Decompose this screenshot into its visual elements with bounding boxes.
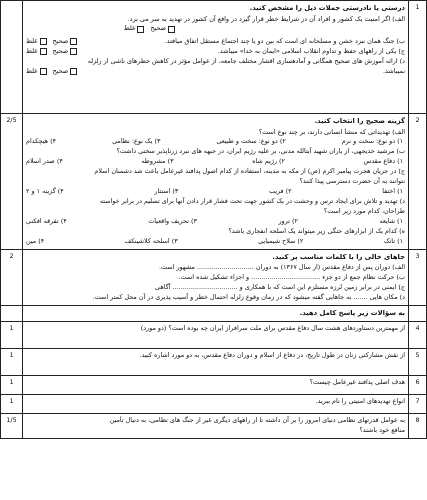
- statement-b: ب) جنگ همان نبرد خشن و مسلحانه ای است که بین دو یا چند اجتماع مستقل اتفاق میافتد.: [164, 36, 405, 45]
- checkbox-icon[interactable]: [40, 38, 47, 45]
- question-score: 1/5: [1, 414, 23, 439]
- question-title: گزینه صحیح را انتخاب کنید.: [314, 117, 405, 125]
- section-header-row: [1, 305, 427, 322]
- false-option[interactable]: غلط: [124, 24, 145, 34]
- question-title: جاهای خالی را با کلمات مناسب پر کنید.: [272, 252, 405, 261]
- fill-blank-item: ج) ایمنی در برابر زمین لرزه مستلزم این است که با همکاری و ................................ آگاهی: [155, 282, 405, 291]
- option[interactable]: ۲) فریب: [268, 187, 292, 196]
- option[interactable]: ۲) سلاح شیمیایی: [258, 236, 304, 245]
- option[interactable]: ۴) تفرقه افکنی: [26, 216, 67, 225]
- question-text: به عوامل قدرتهای نظامی دنیای امروز را بر آن داشته تا از راههای دیگری غیر از جنگ های نظامی، به دنبال تأمین منافع خود باشند؟: [23, 414, 409, 439]
- question-2-body: [23, 114, 409, 250]
- question-score: 2: [1, 249, 23, 305]
- question-number: 6: [409, 376, 427, 395]
- option[interactable]: ۱) اختفا: [382, 187, 403, 196]
- option[interactable]: ۲) ترور: [278, 216, 298, 225]
- checkbox-icon[interactable]: [70, 38, 77, 45]
- checkbox-icon[interactable]: [137, 26, 144, 33]
- checkbox-icon[interactable]: [168, 26, 175, 33]
- option[interactable]: ۲) رژیم شاه: [252, 157, 285, 166]
- option[interactable]: ۱) دو نوع: سخت و نرم: [341, 137, 403, 146]
- statement-d-row: [26, 67, 405, 77]
- question-number: 2: [409, 114, 427, 250]
- checkbox-icon[interactable]: [70, 48, 77, 55]
- checkbox-icon[interactable]: [40, 48, 47, 55]
- mcq-options: [26, 157, 405, 167]
- option[interactable]: ۳) یک نوع: نظامی: [112, 137, 161, 146]
- mcq-stem: ب) مرشید خدیجهی، از یاران شهید آیتالله مدنی، بر علیه رژیم ایران، در جبهه های نبرد زرناپذیر سختی داشت؟: [116, 147, 405, 156]
- statement-b-row: [26, 37, 405, 47]
- question-number: 5: [409, 349, 427, 376]
- mcq-options: [26, 187, 405, 197]
- question-number: 8: [409, 414, 427, 439]
- true-option[interactable]: صحیح: [53, 47, 78, 57]
- question-1-row: [1, 1, 427, 114]
- question-row: [1, 376, 427, 395]
- question-score: 1: [1, 395, 23, 414]
- question-2-row: [1, 114, 427, 250]
- question-number: 1: [409, 1, 427, 114]
- question-row: [1, 414, 427, 439]
- true-false-choices: [26, 67, 77, 77]
- mcq-stem: د) تهدید و تلاش برای ایجاد ترس و وحشت در یک کشور جهت تحت فشار قرار دادن آنها برای تسلیم در برابر خواسته: [99, 196, 405, 205]
- option[interactable]: ۲) دو نوع: سخت و طبیعی: [216, 137, 286, 146]
- question-row: [1, 395, 427, 414]
- true-option[interactable]: صحیح: [53, 37, 78, 47]
- true-false-choices: [26, 37, 77, 47]
- option[interactable]: ۳) استتار: [154, 187, 179, 196]
- false-option[interactable]: غلط: [26, 67, 47, 77]
- question-row: [1, 322, 427, 349]
- true-option[interactable]: صحیح: [150, 24, 175, 34]
- fill-blank-item: د) مکان هایی ....... به جاهایی گفته میشود که در زمان وقوع زلزله احتمال خطر و آسیب پذیری در آن محل کمتر است.: [92, 292, 405, 301]
- question-score: 1: [1, 376, 23, 395]
- fill-blank-item: ب) حرکت نظام جمع از دو جزء .................................. و اجزاء تشکیل شده است.: [178, 273, 405, 282]
- true-option[interactable]: صحیح: [53, 67, 78, 77]
- question-text: انواع تهدیدهای امنیتی را نام ببرید.: [23, 395, 409, 414]
- statement-c: ج) یکی از راههای حفظ و تداوم انقلاب اسلامی «ایمان به خدا» میباشد.: [217, 46, 405, 55]
- question-3-body: [23, 249, 409, 305]
- question-text: هدف اصلی پدافند غیرعامل چیست؟: [23, 376, 409, 395]
- option[interactable]: ۴) صدر اسلام: [26, 157, 63, 166]
- question-score: 1: [1, 322, 23, 349]
- question-3-row: [1, 249, 427, 305]
- question-row: [1, 349, 427, 376]
- option[interactable]: ۳) مشروطه: [141, 157, 174, 166]
- question-1-body: [23, 1, 409, 114]
- statement-d-end: نمیباشد.: [382, 66, 405, 75]
- section-header: به سؤالات زیر پاسخ کامل دهید.: [23, 305, 409, 322]
- question-score: 1: [1, 349, 23, 376]
- option[interactable]: ۳) تحریف واقعیات: [148, 216, 197, 225]
- true-false-choices: [124, 24, 405, 34]
- mcq-stem: ج) در جریان هجرت پیامبر اکرم (ص) از مکه به مدینه، استفاده از کدام اصول پدافند غیرعامل باعث شد دشمنان اسلام: [94, 167, 405, 176]
- mcq-options: [26, 237, 405, 247]
- mcq-stem: ه) کدام یک از ابزارهای جنگی زیر میتواند یک اسلحه انفجاری باشد؟: [228, 226, 405, 235]
- false-option[interactable]: غلط: [26, 37, 47, 47]
- mcq-stem: الف) تهدیداتی که منشأ انسانی دارند، بر چند نوع است؟: [258, 127, 405, 136]
- mcq-options: [26, 137, 405, 147]
- question-number: 3: [409, 249, 427, 305]
- question-text: از نقش مشارکتی زنان در طول تاریخ، در دفاع از اسلام و دوران دفاع مقدس، به دو مورد اشاره کنید.: [23, 349, 409, 376]
- question-number: 4: [409, 322, 427, 349]
- option[interactable]: ۱) تانک: [383, 236, 403, 245]
- question-number: 7: [409, 395, 427, 414]
- statement-d: د) ارائه آموزش های صحیح همگانی و آمادهسازی اقشار مختلف جامعه، از عوامل مؤثر در کاهش خطرهای ناشی از زلزله: [87, 56, 405, 65]
- statement-c-row: [26, 47, 405, 57]
- option[interactable]: ۴) گزینه ۱ و ۲: [26, 187, 64, 196]
- option[interactable]: ۱) دفاع مقدس: [363, 157, 403, 166]
- mcq-options: [26, 217, 405, 227]
- option[interactable]: ۱) شایعه: [379, 216, 403, 225]
- mcq-stem-cont: نتوانند به آن حضرت دسترسی پیدا کنند؟: [299, 177, 405, 186]
- option[interactable]: ۴) هیچکدام: [26, 137, 57, 146]
- mcq-stem-cont: طراحان، کدام مورد زیر است؟: [323, 206, 405, 215]
- question-title: درستی یا نادرستی جملات ذیل را مشخص کنید.: [249, 4, 405, 12]
- checkbox-icon[interactable]: [70, 68, 77, 75]
- question-score: [1, 1, 23, 114]
- question-text: از مهمترین دستاوردهای هشت سال دفاع مقدس برای ملت سرافراز ایران چه بوده است؟ (دو مورد): [23, 322, 409, 349]
- true-false-choices: [26, 47, 77, 57]
- question-score: 2/5: [1, 114, 23, 250]
- checkbox-icon[interactable]: [40, 68, 47, 75]
- fill-blank-item: الف) دوران پس از دفاع مقدس (از سال ۱۳۶۷) به دوران ............................ مشهور است.: [159, 263, 405, 272]
- statement-a: الف) اگر امنیت یک کشور و افراد آن در شرایط خطر قرار گیرد در واقع آن کشور در تهدید به سر می برد.: [127, 14, 405, 23]
- false-option[interactable]: غلط: [26, 47, 47, 57]
- option[interactable]: ۳) اسلحه کلاشینکف: [124, 236, 178, 245]
- option[interactable]: ۴) مین: [26, 236, 45, 245]
